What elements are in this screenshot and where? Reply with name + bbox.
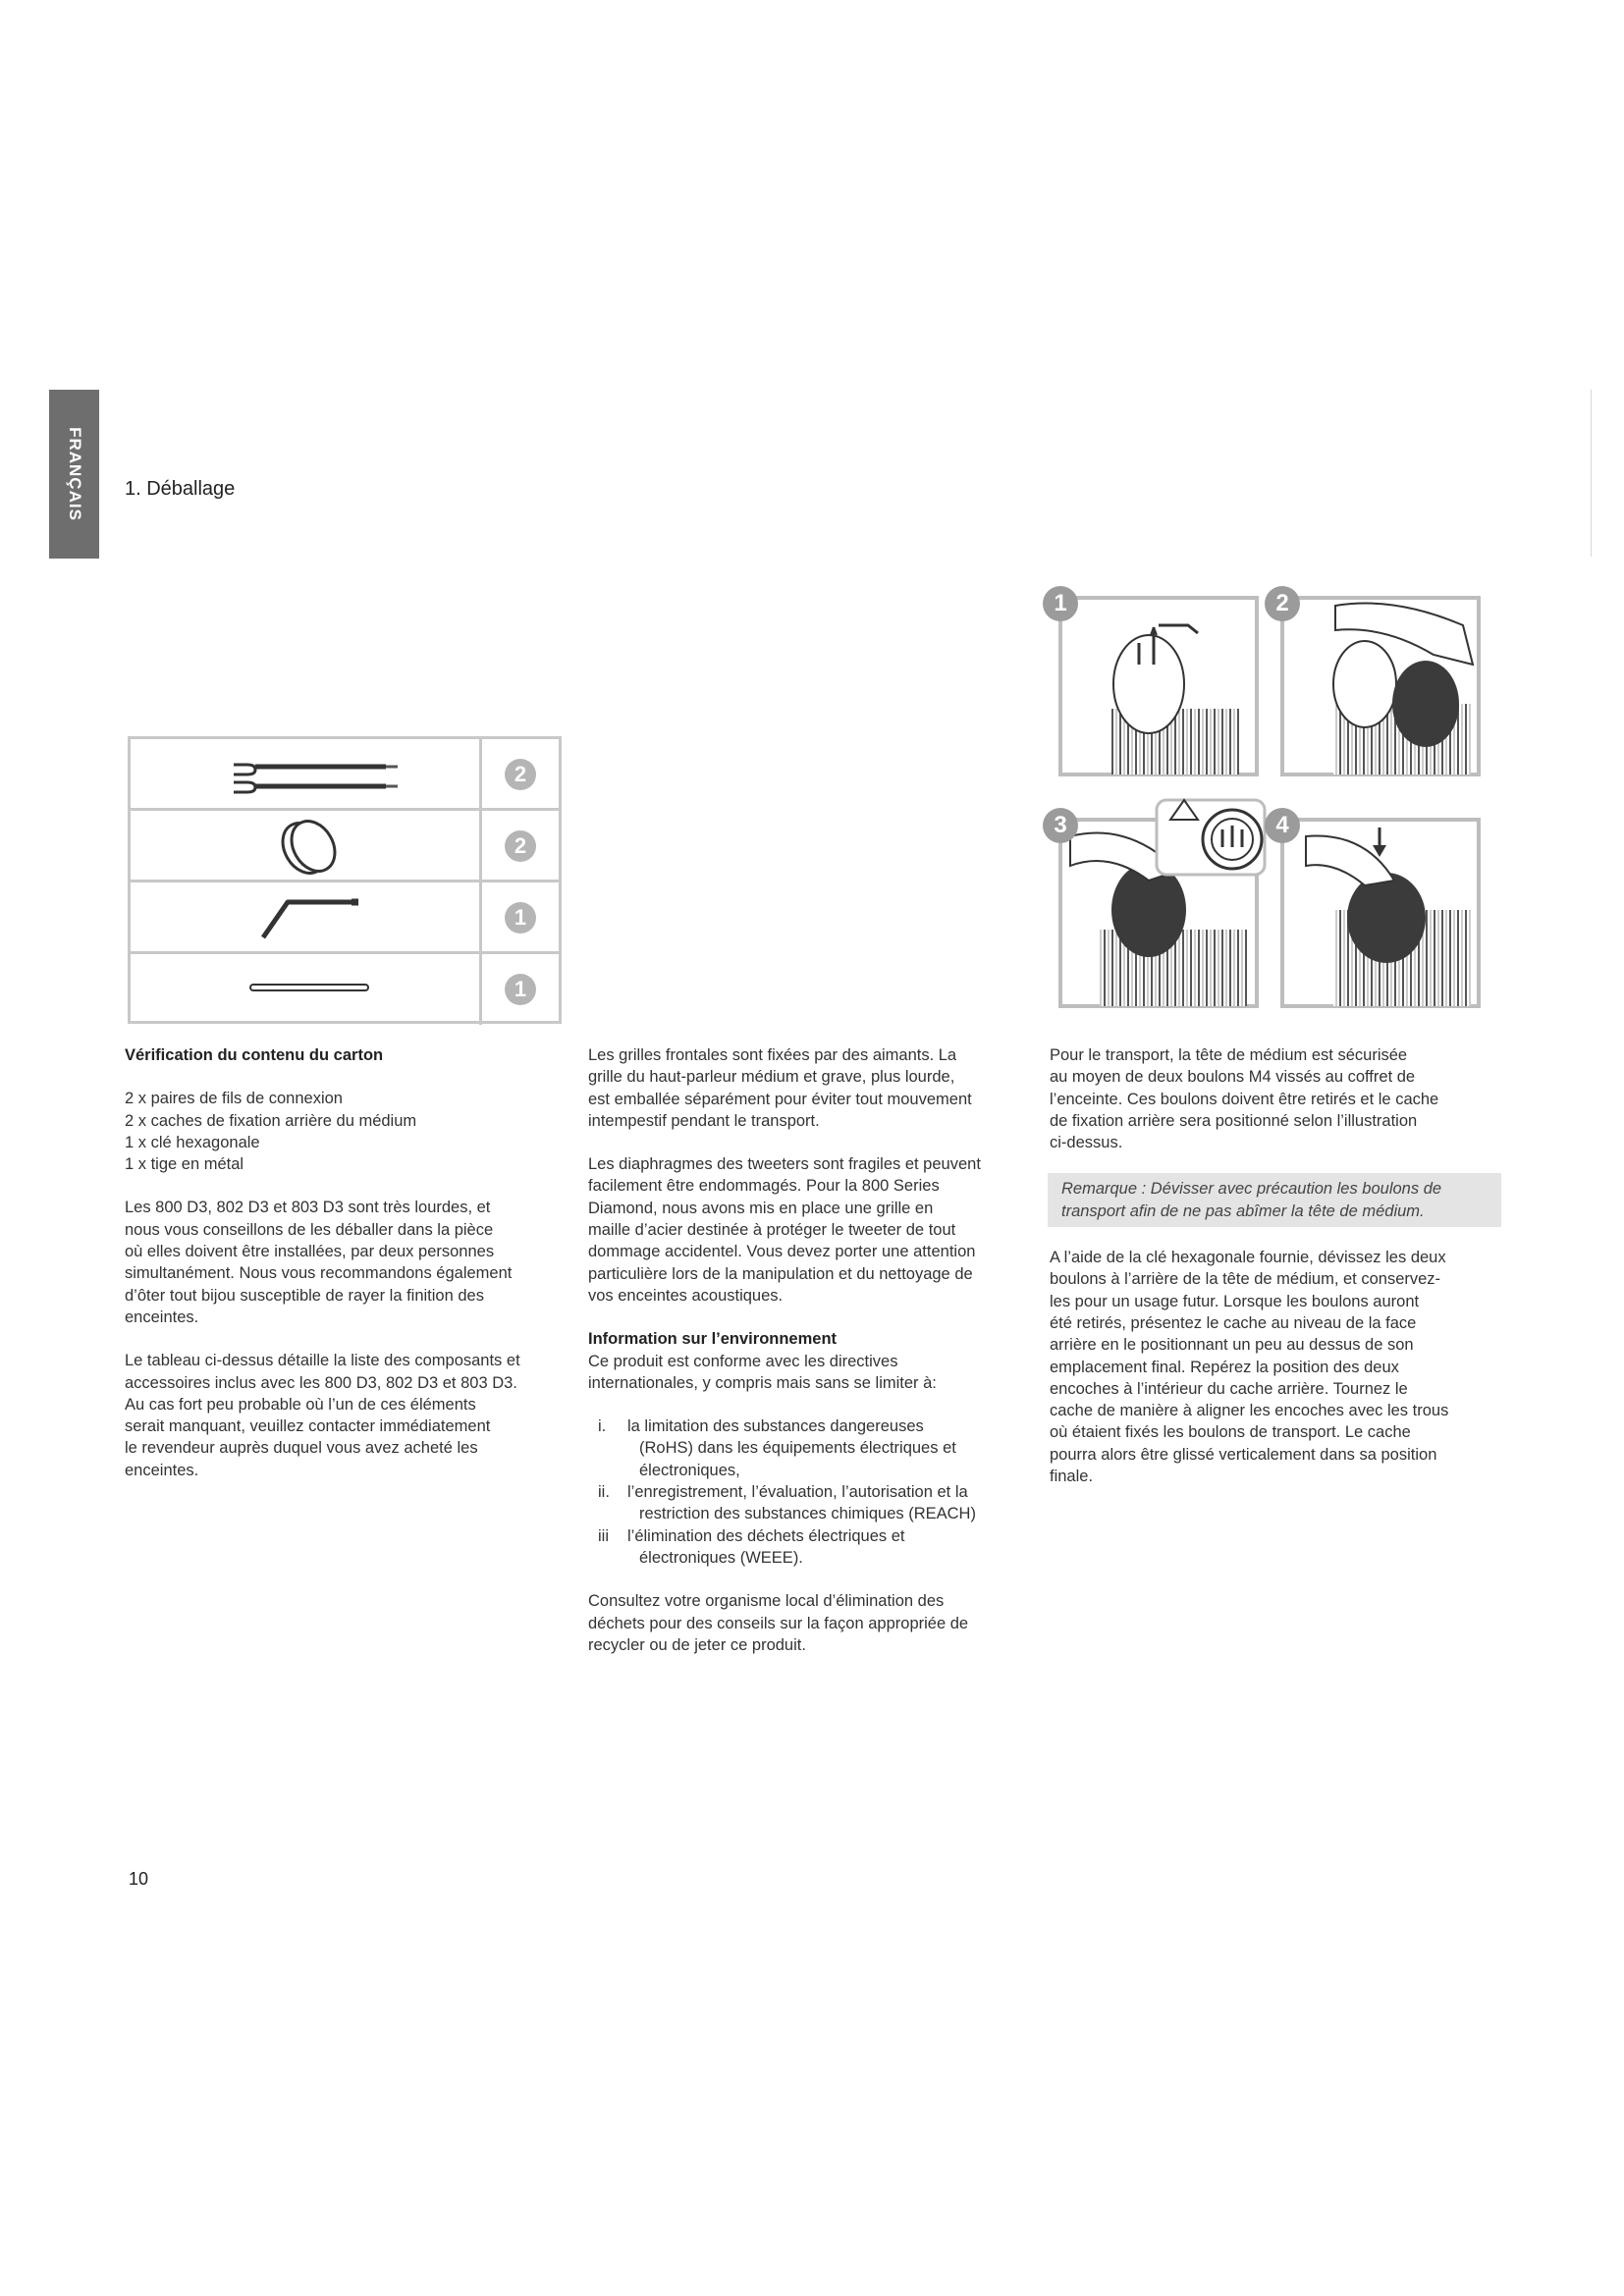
text-line: d’ôter tout bijou susceptible de rayer la finition des: [125, 1286, 484, 1305]
section-title: 1. Déballage: [125, 478, 236, 500]
text-line: l’enceinte. Ces boulons doivent être retirés et le cache: [1050, 1090, 1439, 1108]
text-line: le revendeur auprès duquel vous avez acheté les: [125, 1439, 478, 1458]
step-1-badge: 1: [1043, 586, 1078, 621]
text-line: Les grilles frontales sont fixées par des aimants. La: [588, 1046, 957, 1064]
text-line: électroniques,: [639, 1461, 740, 1479]
installation-illustrations: [1041, 586, 1492, 1028]
text-line: ci-dessus.: [1050, 1134, 1123, 1152]
text-line: recycler ou de jeter ce produit.: [588, 1635, 806, 1654]
text-line: nous vous conseillons de les déballer dans la pièce: [125, 1220, 494, 1239]
text-line: cache de manière à aligner les encoches avec les trous: [1050, 1402, 1449, 1420]
list-item: 2 x paires de fils de connexion: [125, 1090, 343, 1108]
text-line: A l’aide de la clé hexagonale fournie, dévissez les deux: [1050, 1249, 1446, 1267]
text-line: arrière en le positionnant un peu au dessus de son: [1050, 1336, 1414, 1355]
environment-heading: Information sur l’environnement: [588, 1330, 838, 1349]
list-item: [588, 1415, 1020, 1481]
text-line: encoches à l’intérieur du cache arrière. Tournez le: [1050, 1379, 1408, 1398]
text-line: simultanément. Nous vous recommandons également: [125, 1264, 513, 1283]
contents-heading: Vérification du contenu du carton: [125, 1046, 384, 1064]
text-line: enceintes.: [125, 1308, 199, 1326]
text-line: emplacement final. Repérez la position des deux: [1050, 1358, 1399, 1376]
text-line: particulière lors de la manipulation et du nettoyage de: [588, 1264, 973, 1283]
text-line: serait manquant, veuillez contacter immédiatement: [125, 1417, 491, 1436]
list-marker: ii.: [598, 1483, 610, 1502]
text-line: au moyen de deux boulons M4 vissés au coffret de: [1050, 1068, 1416, 1087]
quantity-badge: 2: [505, 830, 536, 862]
text-line: grille du haut-parleur médium et grave, plus lourde,: [588, 1068, 955, 1087]
text-line: boulons à l’arrière de la tête de médium, et conservez-: [1050, 1270, 1441, 1289]
parts-row: [131, 808, 559, 881]
paragraph: [1050, 1247, 1491, 1487]
language-side-tab: [49, 390, 99, 559]
paragraph: [125, 1197, 567, 1328]
text-line: facilement être endommagés. Pour la 800 Series: [588, 1177, 940, 1196]
text-line: de fixation arrière sera positionné selon l’illustration: [1050, 1111, 1418, 1130]
step-3-badge: 3: [1043, 808, 1078, 843]
text-line: vos enceintes acoustiques.: [588, 1286, 784, 1305]
list-item: 1 x clé hexagonale: [125, 1133, 260, 1151]
list-item: 2 x caches de fixation arrière du médium: [125, 1111, 417, 1130]
column-2: [588, 1044, 1020, 1656]
text-line: Ce produit est conforme avec les directives: [588, 1352, 898, 1370]
list-marker: iii: [598, 1526, 609, 1545]
text-line: Pour le transport, la tête de médium est sécurisée: [1050, 1046, 1408, 1064]
parts-row: [131, 951, 559, 1025]
text-line: où étaient fixés les boulons de transport. Le cache: [1050, 1423, 1411, 1442]
text-line: internationales, y compris mais sans se limiter à:: [588, 1373, 937, 1392]
parts-row: [131, 880, 559, 953]
text-line: Les diaphragmes des tweeters sont fragiles et peuvent: [588, 1155, 981, 1174]
text-line: Remarque : Dévisser avec précaution les boulons de: [1061, 1180, 1442, 1199]
text-line: la limitation des substances dangereuses: [627, 1417, 924, 1436]
hex-key-icon: [131, 882, 482, 953]
list-item: [588, 1481, 1020, 1525]
text-line: dommage accidentel. Vous devez porter une attention: [588, 1243, 976, 1261]
contents-list: [125, 1088, 567, 1175]
quantity-badge: 1: [505, 902, 536, 934]
list-item: 1 x tige en métal: [125, 1155, 244, 1174]
quantity-badge: 2: [505, 759, 536, 790]
text-line: (RoHS) dans les équipements électriques et: [639, 1439, 956, 1458]
language-label: FRANÇAIS: [65, 427, 84, 521]
environment-list: [588, 1415, 1020, 1569]
text-line: Les 800 D3, 802 D3 et 803 D3 sont très lourdes, et: [125, 1199, 491, 1217]
column-1: [125, 1044, 567, 1481]
list-marker: i.: [598, 1417, 607, 1436]
text-line: accessoires inclus avec les 800 D3, 802 D3 et 803 D3.: [125, 1373, 517, 1392]
paragraph: [588, 1351, 1020, 1395]
text-line: finale.: [1050, 1468, 1094, 1486]
text-line: intempestif pendant le transport.: [588, 1111, 820, 1130]
text-line: déchets pour des conseils sur la façon appropriée de: [588, 1614, 969, 1632]
text-line: restriction des substances chimiques (REACH): [639, 1505, 976, 1523]
text-line: Consultez votre organisme local d’élimination des: [588, 1592, 945, 1611]
text-line: été retirés, présentez le cache au niveau de la face: [1050, 1313, 1417, 1332]
step-2-badge: 2: [1265, 586, 1300, 621]
margin-rule: [1591, 390, 1592, 557]
text-line: Le tableau ci-dessus détaille la liste des composants et: [125, 1352, 520, 1370]
paragraph: [588, 1044, 1020, 1132]
paragraph: [588, 1153, 1020, 1307]
rear-cover-icon: [131, 811, 482, 881]
paragraph: [1050, 1044, 1491, 1153]
connection-wires-icon: [131, 739, 482, 810]
text-line: est emballée séparément pour éviter tout mouvement: [588, 1090, 972, 1108]
page-number: 10: [129, 1869, 149, 1889]
list-item: [588, 1525, 1020, 1570]
text-line: enceintes.: [125, 1461, 199, 1479]
paragraph: [588, 1590, 1020, 1656]
paragraph: [125, 1350, 567, 1481]
quantity-badge: 1: [505, 974, 536, 1005]
text-line: l’élimination des déchets électriques et: [627, 1526, 905, 1545]
parts-row: [131, 739, 559, 810]
text-line: pourra alors être glissé verticalement dans sa position: [1050, 1445, 1437, 1464]
text-line: l’enregistrement, l’évaluation, l’autorisation et la: [627, 1483, 968, 1502]
parts-table: [128, 736, 562, 1024]
text-line: Diamond, nous avons mis en place une grille en: [588, 1199, 934, 1217]
text-line: où elles doivent être installées, par deux personnes: [125, 1243, 495, 1261]
text-line: transport afin de ne pas abîmer la tête de médium.: [1061, 1201, 1425, 1220]
column-3: [1050, 1044, 1491, 1487]
text-line: maille d’acier destinée à protéger le tweeter de tout: [588, 1221, 956, 1240]
note-box: [1048, 1173, 1501, 1227]
text-line: Au cas fort peu probable où l’un de ces éléments: [125, 1395, 476, 1414]
text-line: électroniques (WEEE).: [639, 1548, 803, 1567]
step-4-badge: 4: [1265, 808, 1300, 843]
text-line: les pour un usage futur. Lorsque les boulons auront: [1050, 1292, 1420, 1310]
metal-rod-icon: [131, 954, 482, 1025]
